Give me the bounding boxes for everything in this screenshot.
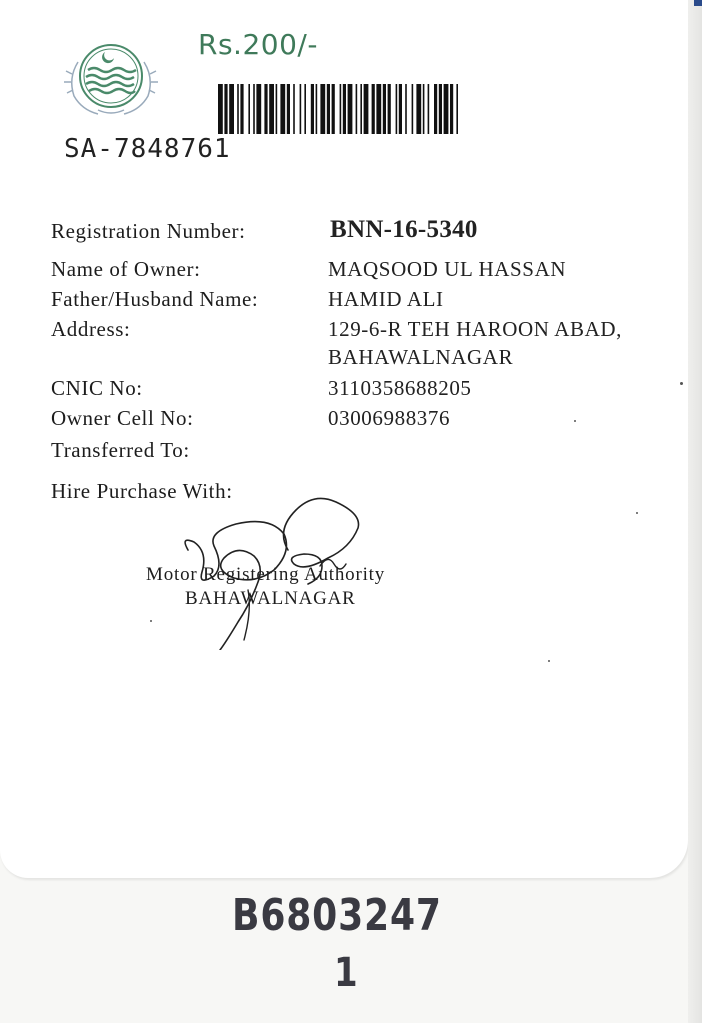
barcode-bar <box>327 84 330 134</box>
barcode-bar <box>276 84 278 134</box>
barcode-bar <box>399 84 402 134</box>
barcode-bar <box>340 84 342 134</box>
barcode-icon <box>218 84 598 134</box>
barcode-bar <box>256 84 261 134</box>
authority-line2: BAHAWALNAGAR <box>185 588 356 609</box>
barcode-bar <box>264 84 267 134</box>
corner-mark <box>694 0 702 6</box>
barcode-bar <box>405 84 407 134</box>
barcode-bar <box>428 84 430 134</box>
stamp-price: Rs.200/- <box>198 28 318 61</box>
address-value-line2: BAHAWALNAGAR <box>328 345 514 369</box>
card-edge <box>688 0 702 1023</box>
barcode-bar <box>332 84 335 134</box>
barcode-bar <box>434 84 437 134</box>
authority-line1: Motor Registering Authority <box>146 564 386 585</box>
cnic-label: CNIC No: <box>51 376 143 400</box>
barcode-bar <box>456 84 458 134</box>
owner-name-label: Name of Owner: <box>51 257 201 281</box>
scan-speck <box>636 512 638 514</box>
barcode-bar <box>416 84 421 134</box>
scan-speck <box>150 620 152 622</box>
barcode-bar <box>218 84 223 134</box>
registration-number-label: Registration Number: <box>51 219 246 243</box>
barcode-bar <box>316 84 318 134</box>
father-husband-name-label: Father/Husband Name: <box>51 287 259 311</box>
barcode-bar <box>229 84 234 134</box>
barcode-bar <box>383 84 386 134</box>
barcode-bar <box>450 84 453 134</box>
barcode-bar <box>343 84 346 134</box>
owner-name-value: MAQSOOD UL HASSAN <box>328 257 567 281</box>
barcode-bar <box>348 84 353 134</box>
barcode-bar <box>293 84 295 134</box>
barcode-bar <box>412 84 414 134</box>
barcode-bar <box>237 84 239 134</box>
registration-number-value: BNN-16-5340 <box>330 216 478 243</box>
owner-cell-value: 03006988376 <box>328 406 451 430</box>
barcode-bar <box>311 84 314 134</box>
transferred-to-label: Transferred To: <box>51 438 190 462</box>
barcode-bar <box>269 84 274 134</box>
barcode-bar <box>280 84 285 134</box>
stamp-digit: 1 <box>334 950 358 996</box>
scan-speck <box>548 660 550 662</box>
serial-number: SA-7848761 <box>64 134 231 164</box>
barcode-bar <box>364 84 369 134</box>
barcode-bar <box>356 84 358 134</box>
stamp-number: B6803247 <box>232 890 442 941</box>
barcode-bar <box>304 84 306 134</box>
address-value-line1: 129-6-R TEH HAROON ABAD, <box>328 317 623 341</box>
address-label: Address: <box>51 317 131 341</box>
punjab-emblem-icon <box>58 36 164 120</box>
cnic-value: 3110358688205 <box>328 376 472 400</box>
barcode-bar <box>224 84 227 134</box>
hire-purchase-label: Hire Purchase With: <box>51 479 233 503</box>
barcode-bar <box>360 84 362 134</box>
owner-cell-label: Owner Cell No: <box>51 406 194 430</box>
barcode-bar <box>248 84 250 134</box>
barcode-bar <box>388 84 391 134</box>
barcode-bar <box>376 84 381 134</box>
barcode-bar <box>423 84 425 134</box>
scan-speck <box>574 420 576 422</box>
barcode-bar <box>300 84 302 134</box>
barcode-bar <box>444 84 449 134</box>
signature-icon <box>170 490 390 650</box>
barcode-bar <box>253 84 255 134</box>
barcode-bar <box>396 84 398 134</box>
barcode-bar <box>320 84 325 134</box>
father-husband-name-value: HAMID ALI <box>328 287 444 311</box>
barcode-bar <box>372 84 375 134</box>
barcode-bar <box>240 84 243 134</box>
barcode-bar <box>287 84 290 134</box>
barcode-bar <box>439 84 442 134</box>
scan-speck <box>680 382 683 385</box>
